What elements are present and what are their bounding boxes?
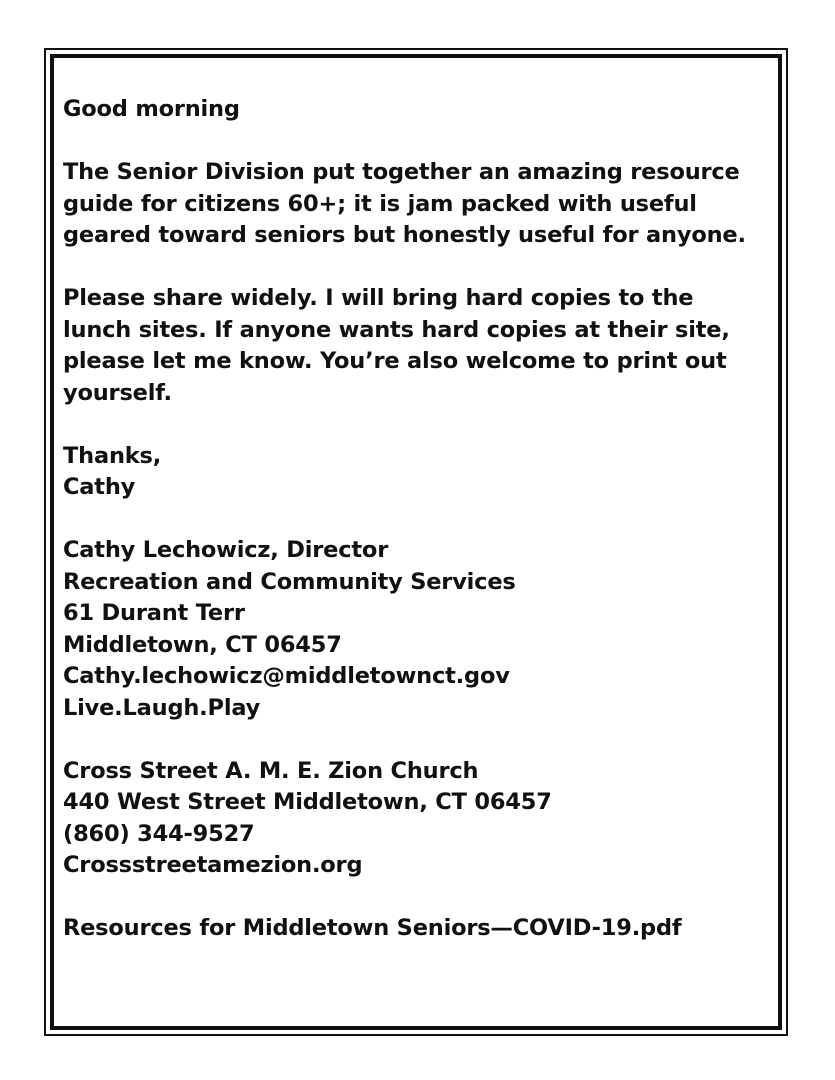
paragraph-line: yourself. [63, 379, 172, 406]
signature-street: 61 Durant Terr [63, 600, 245, 626]
spacer [63, 504, 778, 536]
paragraph-resource-guide [63, 157, 778, 252]
closing-block [63, 441, 778, 504]
paragraph-line: Please share widely. I will bring hard copies to the [63, 285, 694, 311]
spacer [63, 126, 778, 158]
church-name: Cross Street A. M. E. Zion Church [63, 757, 479, 784]
church-address: 440 West Street Middletown, CT 06457 [63, 789, 552, 815]
paragraph-line: lunch sites. If anyone wants hard copies at their site, [63, 316, 730, 343]
paragraph-line: please let me know. You’re also welcome to print out [63, 348, 727, 374]
greeting-text: Good morning [63, 96, 240, 122]
church-website[interactable]: Crossstreetamezion.org [63, 852, 363, 878]
paragraph-line: guide for citizens 60+; it is jam packed with useful [63, 190, 697, 217]
signature-motto: Live.Laugh.Play [63, 694, 261, 721]
signature-department: Recreation and Community Services [63, 568, 516, 595]
signature-block [63, 535, 778, 724]
greeting [63, 94, 778, 126]
sender-first-name: Cathy [63, 474, 136, 500]
attachment-block [63, 913, 778, 945]
signature-city: Middletown, CT 06457 [63, 631, 342, 658]
church-block [63, 756, 778, 882]
spacer [63, 409, 778, 441]
paragraph-line: The Senior Division put together an amazing resource [63, 159, 740, 185]
spacer [63, 724, 778, 756]
closing-text: Thanks, [63, 442, 162, 469]
signature-email[interactable]: Cathy.lechowicz@middletownct.gov [63, 663, 510, 689]
church-phone[interactable]: (860) 344-9527 [63, 820, 255, 847]
signature-name-title: Cathy Lechowicz, Director [63, 537, 389, 563]
spacer [63, 252, 778, 284]
attachment-filename[interactable]: Resources for Middletown Seniors—COVID-19.pdf [63, 915, 682, 941]
letter-body [63, 94, 778, 945]
paragraph-share [63, 283, 778, 409]
paragraph-line: geared toward seniors but honestly useful for anyone. [63, 222, 746, 248]
spacer [63, 882, 778, 914]
